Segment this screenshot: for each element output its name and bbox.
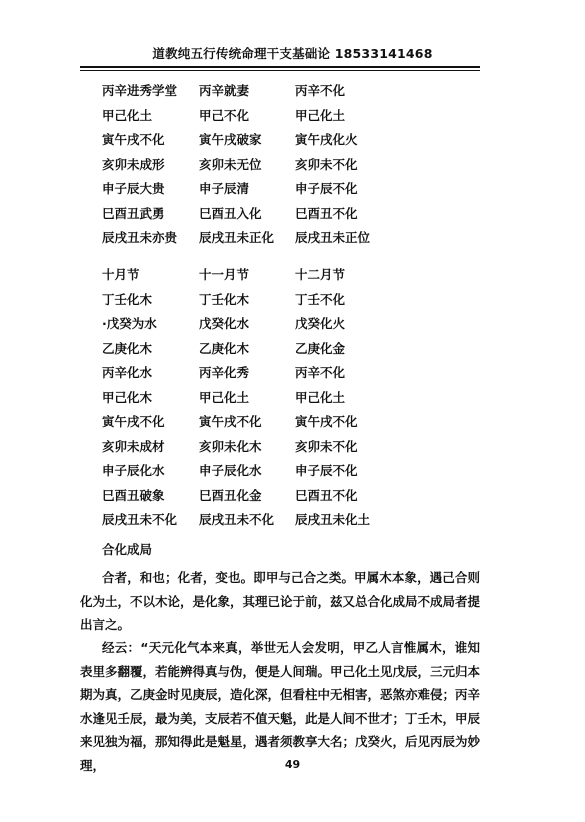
table-cell: 亥卯未不化 bbox=[295, 438, 358, 454]
table-cell: 甲己化木 bbox=[102, 389, 153, 405]
table-cell: 辰戌丑未不化 bbox=[199, 512, 275, 528]
table-cell: 丙辛进秀学堂 bbox=[102, 83, 178, 99]
paragraph-classic-quote: 经云：“天元化气本来真，举世无人会发明，甲乙人言惟属木，谁知表里多翻覆，若能辨得真与伪，便是人间瑞。甲己化土见戊辰，三元归本期为真，乙庚金时见庚辰，造化深，但看柱中无相害，恶煞亦难侵；丙辛水逢见壬辰，最为美，支辰若不值天魁，此是人间不世才；丁壬木，甲辰来见独为福，那知得此是魁星，遇者须教享大名；戊癸火，后见丙辰为妙理， bbox=[80, 640, 481, 773]
table-cell: 寅午戌不化 bbox=[199, 414, 262, 430]
table-cell: 申子辰化水 bbox=[102, 463, 165, 479]
table-cell: 亥卯未成形 bbox=[102, 156, 165, 172]
table-row bbox=[102, 127, 395, 152]
table-cell: 亥卯未不化 bbox=[295, 156, 358, 172]
table-cell: 寅午戌化火 bbox=[295, 132, 358, 148]
table-cell: 丁壬化木 bbox=[199, 291, 250, 307]
table-cell: 丙辛化水 bbox=[102, 365, 153, 381]
table-cell: 戊癸化水 bbox=[199, 316, 250, 332]
table-cell: 丙辛不化 bbox=[295, 83, 346, 99]
table-cell: 丙辛化秀 bbox=[199, 365, 250, 381]
table-row bbox=[102, 483, 395, 508]
table-cell: 申子辰清 bbox=[199, 181, 250, 197]
table-cell: 巳酉丑不化 bbox=[295, 205, 358, 221]
table-cell: 乙庚化金 bbox=[295, 340, 346, 356]
table-cell: 丁壬不化 bbox=[295, 291, 346, 307]
table-cell: 辰戌丑未正化 bbox=[199, 230, 275, 246]
table-cell: 十一月节 bbox=[199, 267, 250, 283]
table-row bbox=[102, 287, 395, 312]
table-cell: 巳酉丑不化 bbox=[295, 487, 358, 503]
table-cell: 甲己化土 bbox=[199, 389, 250, 405]
table-cell: 亥卯未无位 bbox=[199, 156, 262, 172]
section-title: 合化成局 bbox=[102, 542, 153, 557]
table-row bbox=[102, 225, 395, 250]
table-cell: 甲己化土 bbox=[295, 107, 346, 123]
transformation-table-months bbox=[102, 262, 395, 532]
table-cell: 申子辰化水 bbox=[199, 463, 262, 479]
table-cell: 申子辰不化 bbox=[295, 181, 358, 197]
table-cell: 十二月节 bbox=[295, 267, 346, 283]
table-cell: 寅午戌不化 bbox=[102, 132, 165, 148]
header-rule-thick bbox=[80, 66, 480, 68]
table-row bbox=[102, 103, 395, 128]
table-cell: 乙庚化木 bbox=[102, 340, 153, 356]
table-cell: 寅午戌不化 bbox=[295, 414, 358, 430]
table-row bbox=[102, 385, 395, 410]
table-cell: 甲己化土 bbox=[102, 107, 153, 123]
table-row bbox=[102, 507, 395, 532]
header-rule-thin bbox=[80, 70, 480, 71]
table-cell: 辰戌丑未亦贵 bbox=[102, 230, 178, 246]
table-cell: 辰戌丑未不化 bbox=[102, 512, 178, 528]
table-cell: 寅午戌破家 bbox=[199, 132, 262, 148]
table-cell: ·戊癸为水 bbox=[102, 316, 157, 332]
table-row bbox=[102, 78, 395, 103]
table-row bbox=[102, 336, 395, 361]
table-cell: 戊癸化火 bbox=[295, 316, 346, 332]
table-cell: 巳酉丑破象 bbox=[102, 487, 165, 503]
page-header-title: 道教纯五行传统命理干支基础论 18533141468 bbox=[152, 46, 433, 61]
table-cell: 辰戌丑未化土 bbox=[295, 512, 371, 528]
table-cell: 丙辛就妻 bbox=[199, 83, 250, 99]
table-cell: 巳酉丑入化 bbox=[199, 205, 262, 221]
table-cell: 辰戌丑未正位 bbox=[295, 230, 371, 246]
table-cell: 甲己不化 bbox=[199, 107, 250, 123]
page-number: 49 bbox=[284, 758, 301, 771]
paragraph-definition: 合者，和也；化者，变也。即甲与己合之类。甲属木本象，遇己合则化为土，不以木论，是化象，其理已论于前，兹又总合化成局不成局者提出言之。 bbox=[80, 570, 481, 633]
table-row bbox=[102, 201, 395, 226]
table-row bbox=[102, 360, 395, 385]
table-cell: 亥卯未成材 bbox=[102, 438, 165, 454]
table-cell: 巳酉丑化金 bbox=[199, 487, 262, 503]
table-cell: 乙庚化木 bbox=[199, 340, 250, 356]
table-cell: 丁壬化木 bbox=[102, 291, 153, 307]
table-cell: 亥卯未化木 bbox=[199, 438, 262, 454]
table-row bbox=[102, 152, 395, 177]
table-row bbox=[102, 458, 395, 483]
table-cell: 十月节 bbox=[102, 267, 140, 283]
table-row bbox=[102, 176, 395, 201]
table-row bbox=[102, 311, 395, 336]
table-row bbox=[102, 409, 395, 434]
table-cell: 甲己化土 bbox=[295, 389, 346, 405]
table-cell: 巳酉丑武勇 bbox=[102, 205, 165, 221]
table-cell: 申子辰大贵 bbox=[102, 181, 165, 197]
table-cell: 丙辛不化 bbox=[295, 365, 346, 381]
transformation-table-top bbox=[102, 78, 395, 250]
table-cell: 申子辰不化 bbox=[295, 463, 358, 479]
table-row bbox=[102, 434, 395, 459]
table-row bbox=[102, 262, 395, 287]
table-cell: 寅午戌不化 bbox=[102, 414, 165, 430]
